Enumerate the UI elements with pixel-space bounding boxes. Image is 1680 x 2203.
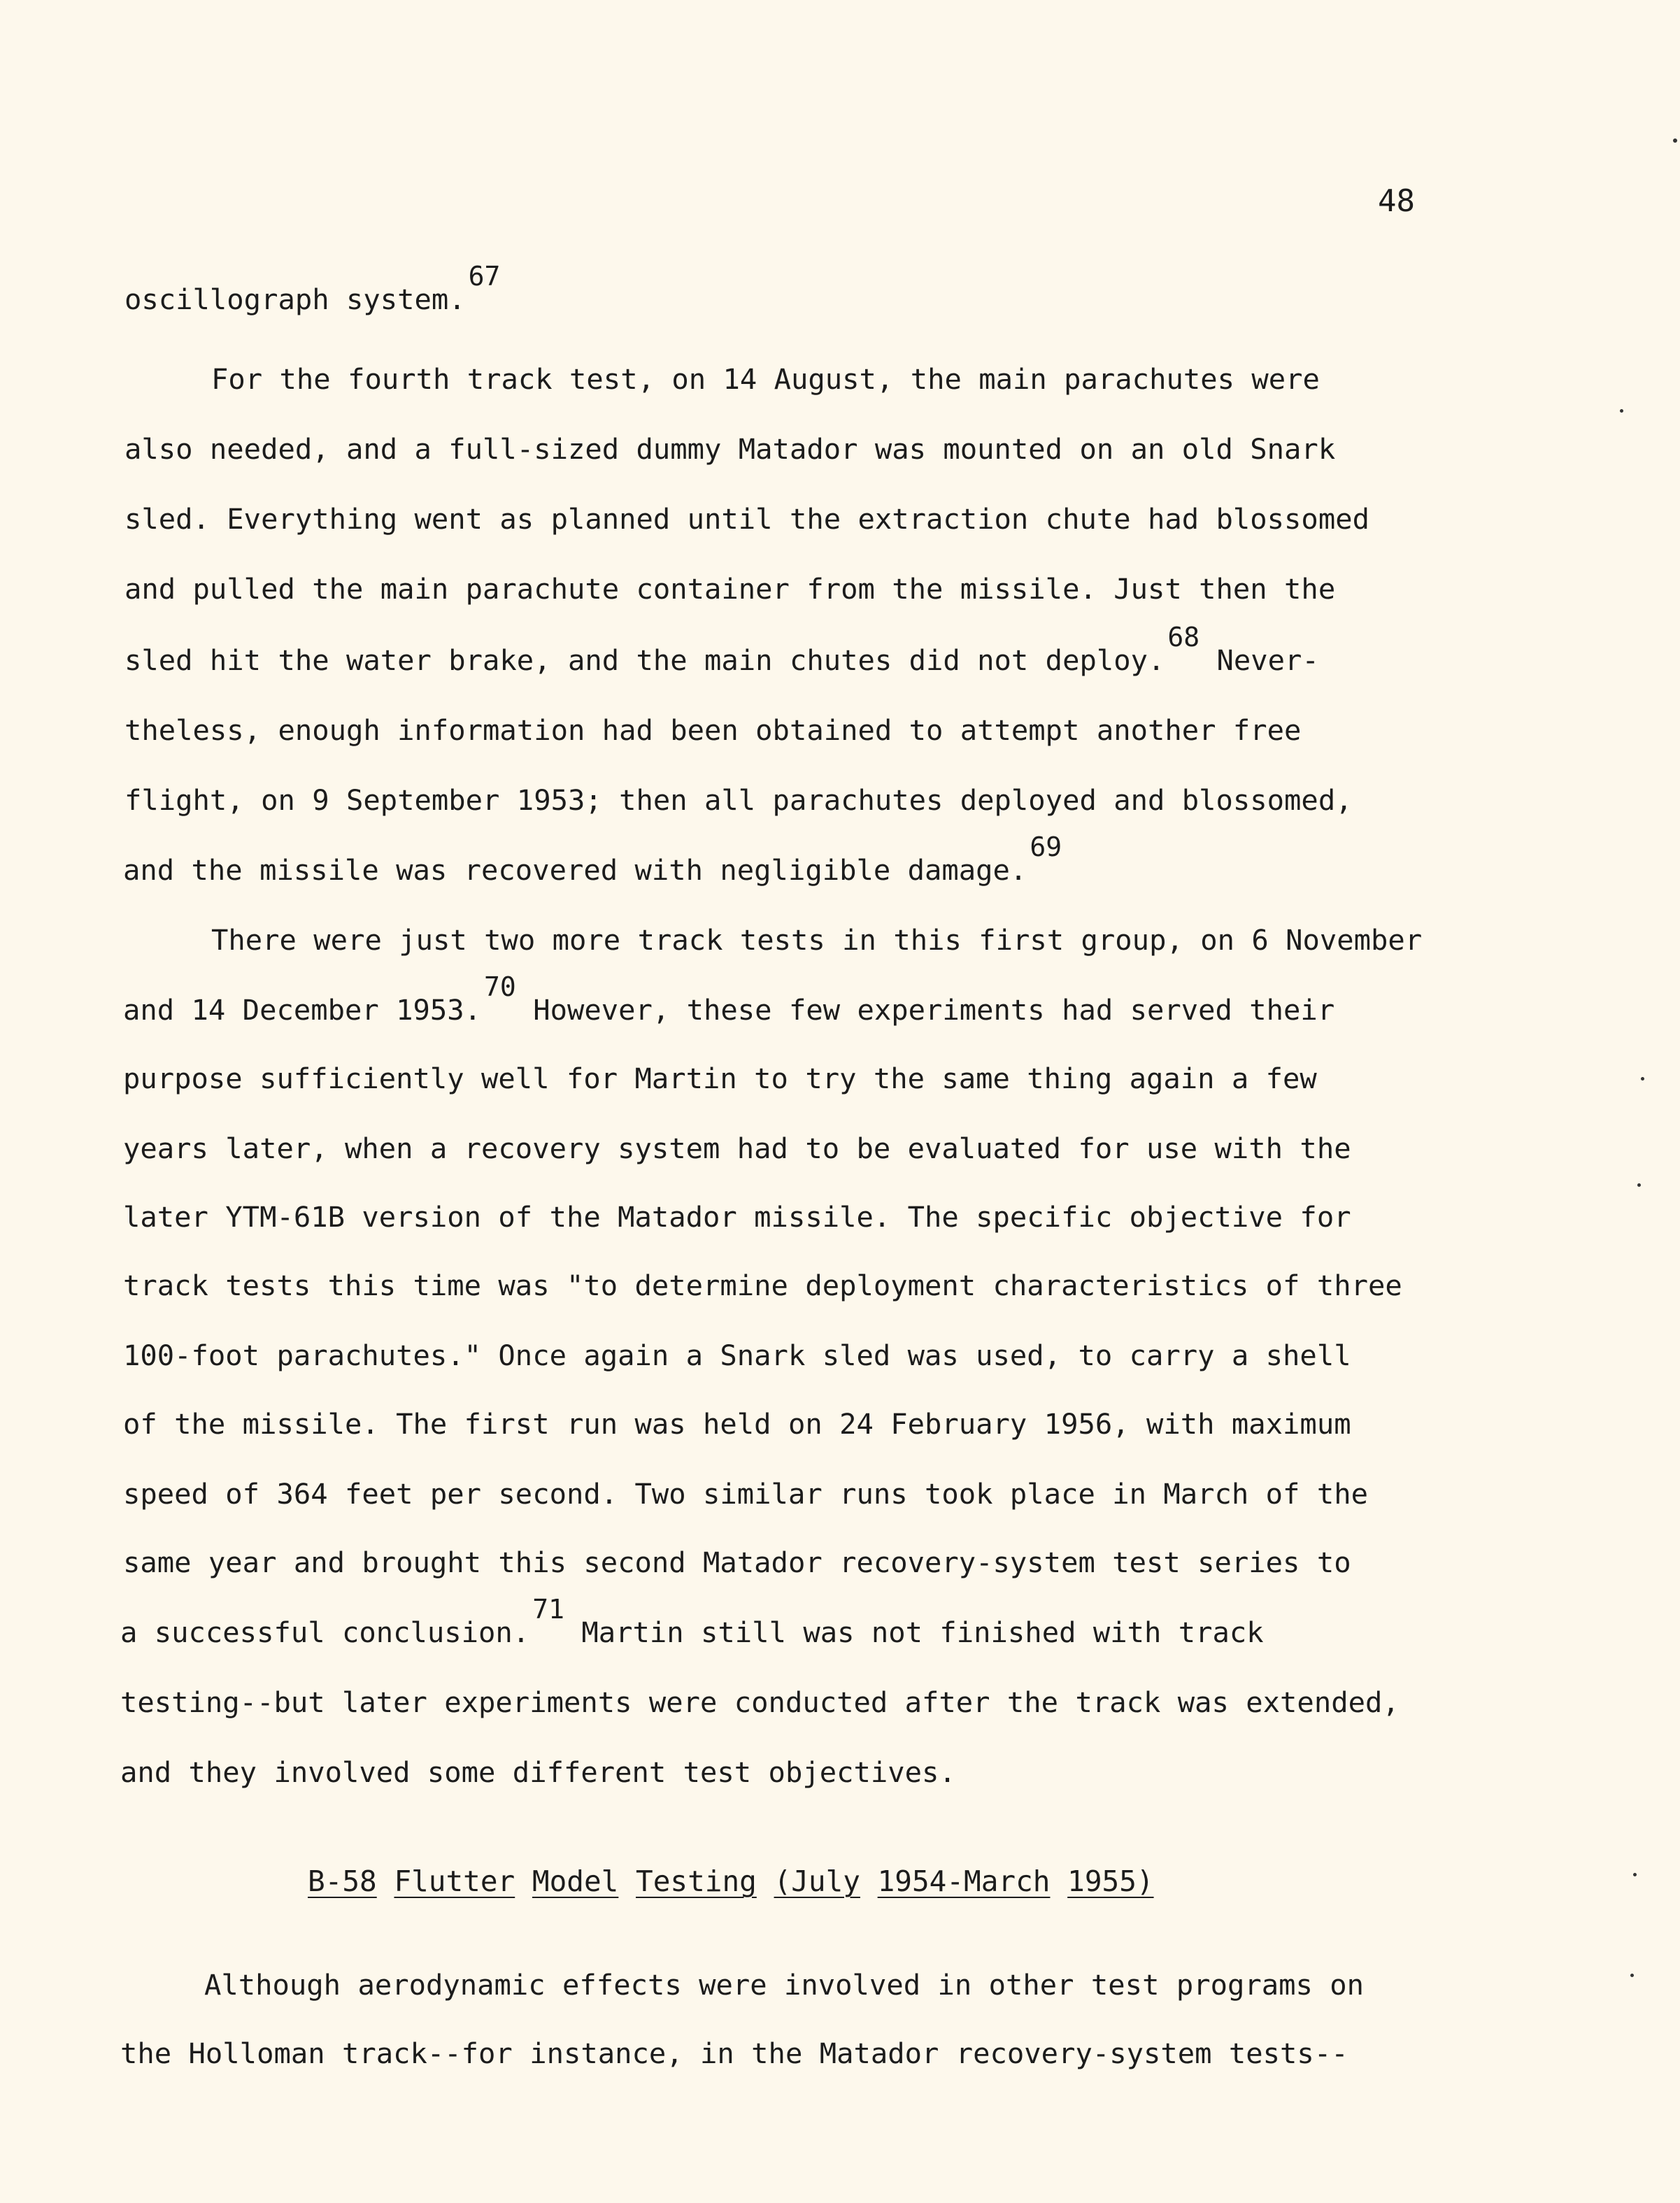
line-text: 100-foot parachutes." Once again a Snark sled was used, to carry a shell	[123, 1339, 1351, 1372]
margin-speck	[1620, 409, 1623, 413]
text-line	[123, 971, 1335, 1032]
margin-speck	[1641, 1077, 1644, 1081]
line-text-continued: However, these few experiments had served their	[515, 993, 1335, 1027]
text-line	[123, 1196, 1351, 1238]
line-text: also needed, and a full-sized dummy Matador was mounted on an old Snark	[124, 432, 1336, 466]
text-line	[124, 498, 1369, 540]
heading-word: 1955)	[1067, 1865, 1154, 1898]
text-line	[123, 1264, 1402, 1306]
heading-word: B-58	[308, 1865, 377, 1898]
line-text: speed of 364 feet per second. Two similar runs took place in March of the	[123, 1477, 1368, 1511]
text-line	[124, 622, 1319, 682]
text-line	[124, 779, 1353, 821]
line-text: flight, on 9 September 1953; then all parachutes deployed and blossomed,	[124, 783, 1353, 817]
line-text: testing--but later experiments were conducted after the track was extended,	[120, 1685, 1400, 1719]
line-text: years later, when a recovery system had to be evaluated for use with the	[123, 1132, 1351, 1165]
line-text: later YTM-61B version of the Matador missile. The specific objective for	[123, 1200, 1351, 1234]
text-line	[123, 1473, 1368, 1515]
line-text: and the missile was recovered with negligible damage.	[123, 853, 1027, 887]
text-line	[123, 1541, 1351, 1583]
text-line	[120, 1594, 1264, 1654]
text-line	[211, 358, 1320, 400]
line-text: sled hit the water brake, and the main chutes did not deploy.	[124, 643, 1165, 677]
section-heading	[308, 1860, 1154, 1902]
line-text: sled. Everything went as planned until the extraction chute had blossomed	[124, 502, 1369, 536]
footnote-marker: 68	[1167, 622, 1200, 653]
footnote-marker: 71	[532, 1594, 564, 1625]
line-text: There were just two more track tests in this first group, on 6 November	[211, 923, 1423, 957]
text-line	[123, 1334, 1351, 1376]
line-text: a successful conclusion.	[120, 1616, 530, 1649]
margin-speck	[1637, 1183, 1641, 1187]
footnote-marker: 69	[1030, 832, 1062, 862]
page-number: 48	[1378, 183, 1415, 219]
line-text: and 14 December 1953.	[123, 993, 482, 1027]
line-text: of the missile. The first run was held on 24 February 1956, with maximum	[123, 1407, 1351, 1441]
text-line	[123, 1403, 1351, 1445]
line-text: the Holloman track--for instance, in the Matador recovery-system tests--	[120, 2037, 1348, 2070]
text-line	[124, 568, 1335, 610]
line-text-continued: Martin still was not finished with track	[564, 1616, 1264, 1649]
line-text: theless, enough information had been obtained to attempt another free	[124, 713, 1302, 747]
line-text: For the fourth track test, on 14 August, the main parachutes were	[211, 362, 1320, 396]
heading-word: 1954-March	[877, 1865, 1051, 1898]
heading-word: (July	[774, 1865, 860, 1898]
text-line	[124, 428, 1335, 470]
line-text: oscillograph system.	[124, 283, 466, 316]
text-line	[124, 709, 1301, 751]
text-line	[123, 1127, 1351, 1169]
footnote-marker: 67	[468, 261, 501, 292]
margin-speck	[1630, 1974, 1634, 1977]
text-line	[120, 2032, 1348, 2074]
footnote-marker: 70	[484, 971, 516, 1002]
text-line	[123, 832, 1062, 892]
text-line	[120, 1681, 1400, 1723]
text-line	[120, 1751, 956, 1793]
heading-word: Flutter	[394, 1865, 515, 1898]
heading-word: Model	[532, 1865, 619, 1898]
text-line	[123, 1057, 1317, 1099]
line-text: same year and brought this second Matador recovery-system test series to	[123, 1546, 1351, 1579]
margin-speck	[1673, 138, 1677, 143]
text-line	[124, 261, 501, 321]
line-text: and pulled the main parachute container from the missile. Just then the	[124, 572, 1336, 606]
line-text: track tests this time was "to determine deployment characteristics of three	[123, 1269, 1402, 1302]
line-text: and they involved some different test objectives.	[120, 1755, 956, 1789]
text-line	[204, 1964, 1364, 2006]
text-line	[211, 919, 1422, 961]
line-text-continued: Never-	[1200, 643, 1319, 677]
line-text: Although aerodynamic effects were involved in other test programs on	[204, 1968, 1365, 2002]
margin-speck	[1633, 1873, 1637, 1876]
line-text: purpose sufficiently well for Martin to try the same thing again a few	[123, 1062, 1317, 1095]
heading-word: Testing	[636, 1865, 757, 1898]
